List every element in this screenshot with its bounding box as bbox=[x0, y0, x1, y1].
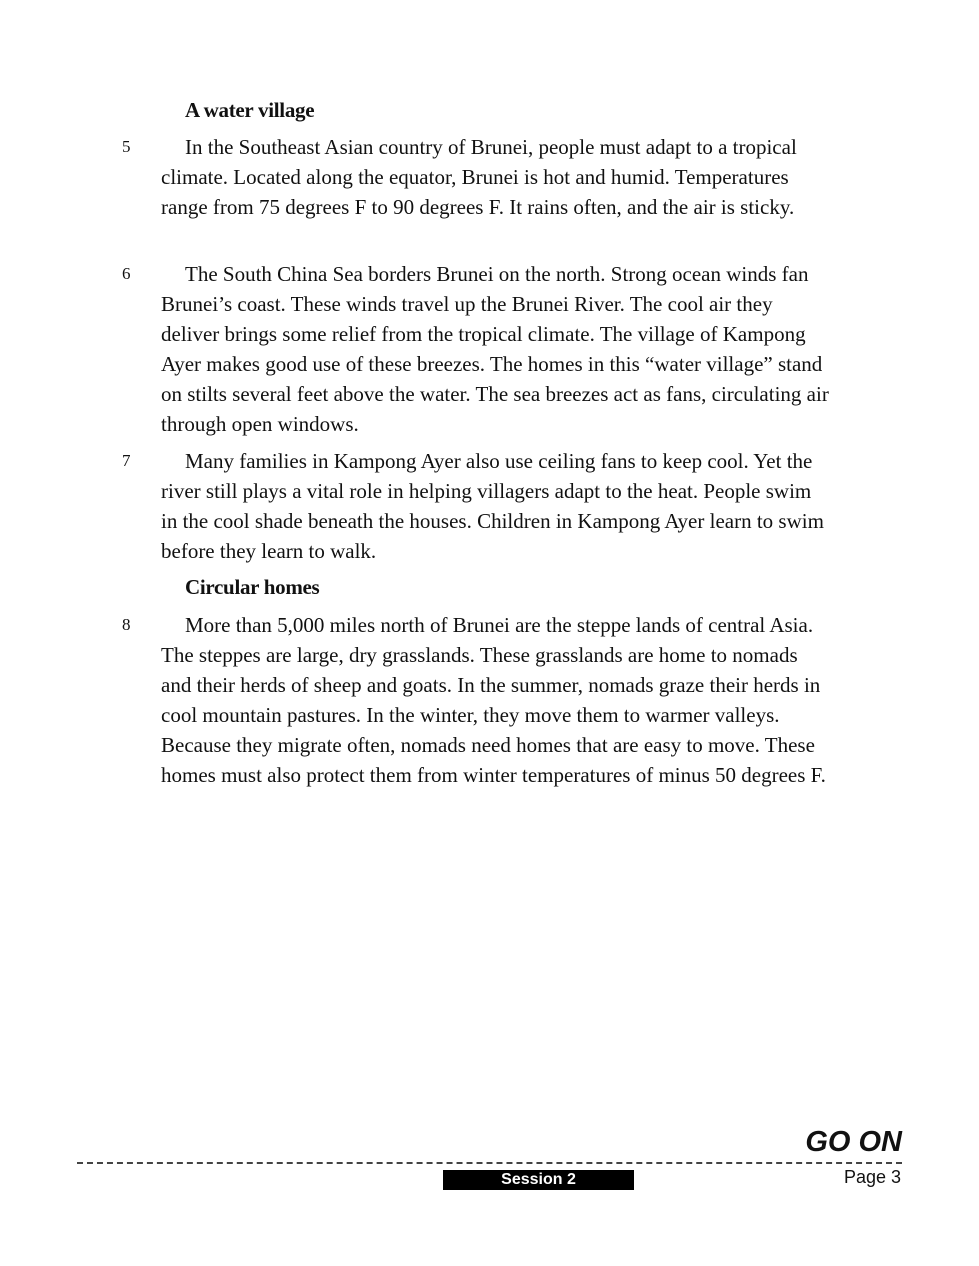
section-heading-circular-homes: Circular homes bbox=[185, 575, 320, 599]
go-on-label: GO ON bbox=[805, 1126, 902, 1158]
paragraph-5: In the Southeast Asian country of Brunei, people must adapt to a tropical climate. Located along the equator, Brunei is hot and humid. Temperatures range from 75 degrees F to 90 degrees F. It rains often, and the air is sticky. bbox=[161, 135, 797, 219]
paragraph-number: 5 bbox=[122, 137, 131, 156]
paragraph-number: 6 bbox=[122, 264, 131, 283]
paragraph-number: 7 bbox=[122, 451, 131, 470]
section-heading-water-village: A water village bbox=[185, 98, 315, 122]
paragraph-number: 8 bbox=[122, 615, 131, 634]
footer-divider bbox=[77, 1162, 902, 1164]
paragraph-7: Many families in Kampong Ayer also use ceiling fans to keep cool. Yet the river still plays a vital role in helping villagers adapt to the heat. People swim in the cool shade beneath the houses. Children in Kampong Ayer learn to swim before they learn to walk. bbox=[161, 449, 824, 563]
paragraph-6: The South China Sea borders Brunei on the north. Strong ocean winds fan Brunei’s coast. These winds travel up the Brunei River. The cool air they deliver brings some relief from the tropical climate. The village of Kampong Ayer makes good use of these breezes. The homes in this “water village” stand on stilts several feet above the water. The sea breezes act as fans, circulating air through open windows. bbox=[161, 262, 829, 436]
page-number: Page 3 bbox=[843, 1167, 901, 1187]
paragraph-8: More than 5,000 miles north of Brunei are the steppe lands of central Asia. The steppes are large, dry grasslands. These grasslands are home to nomads and their herds of sheep and goats. In the summer, nomads graze their herds in cool mountain pastures. In the winter, they move them to warmer valleys. Because they migrate often, nomads need homes that are easy to move. These homes must also protect them from winter temperatures of minus 50 degrees F. bbox=[161, 613, 826, 787]
session-label: Session 2 bbox=[443, 1170, 634, 1190]
